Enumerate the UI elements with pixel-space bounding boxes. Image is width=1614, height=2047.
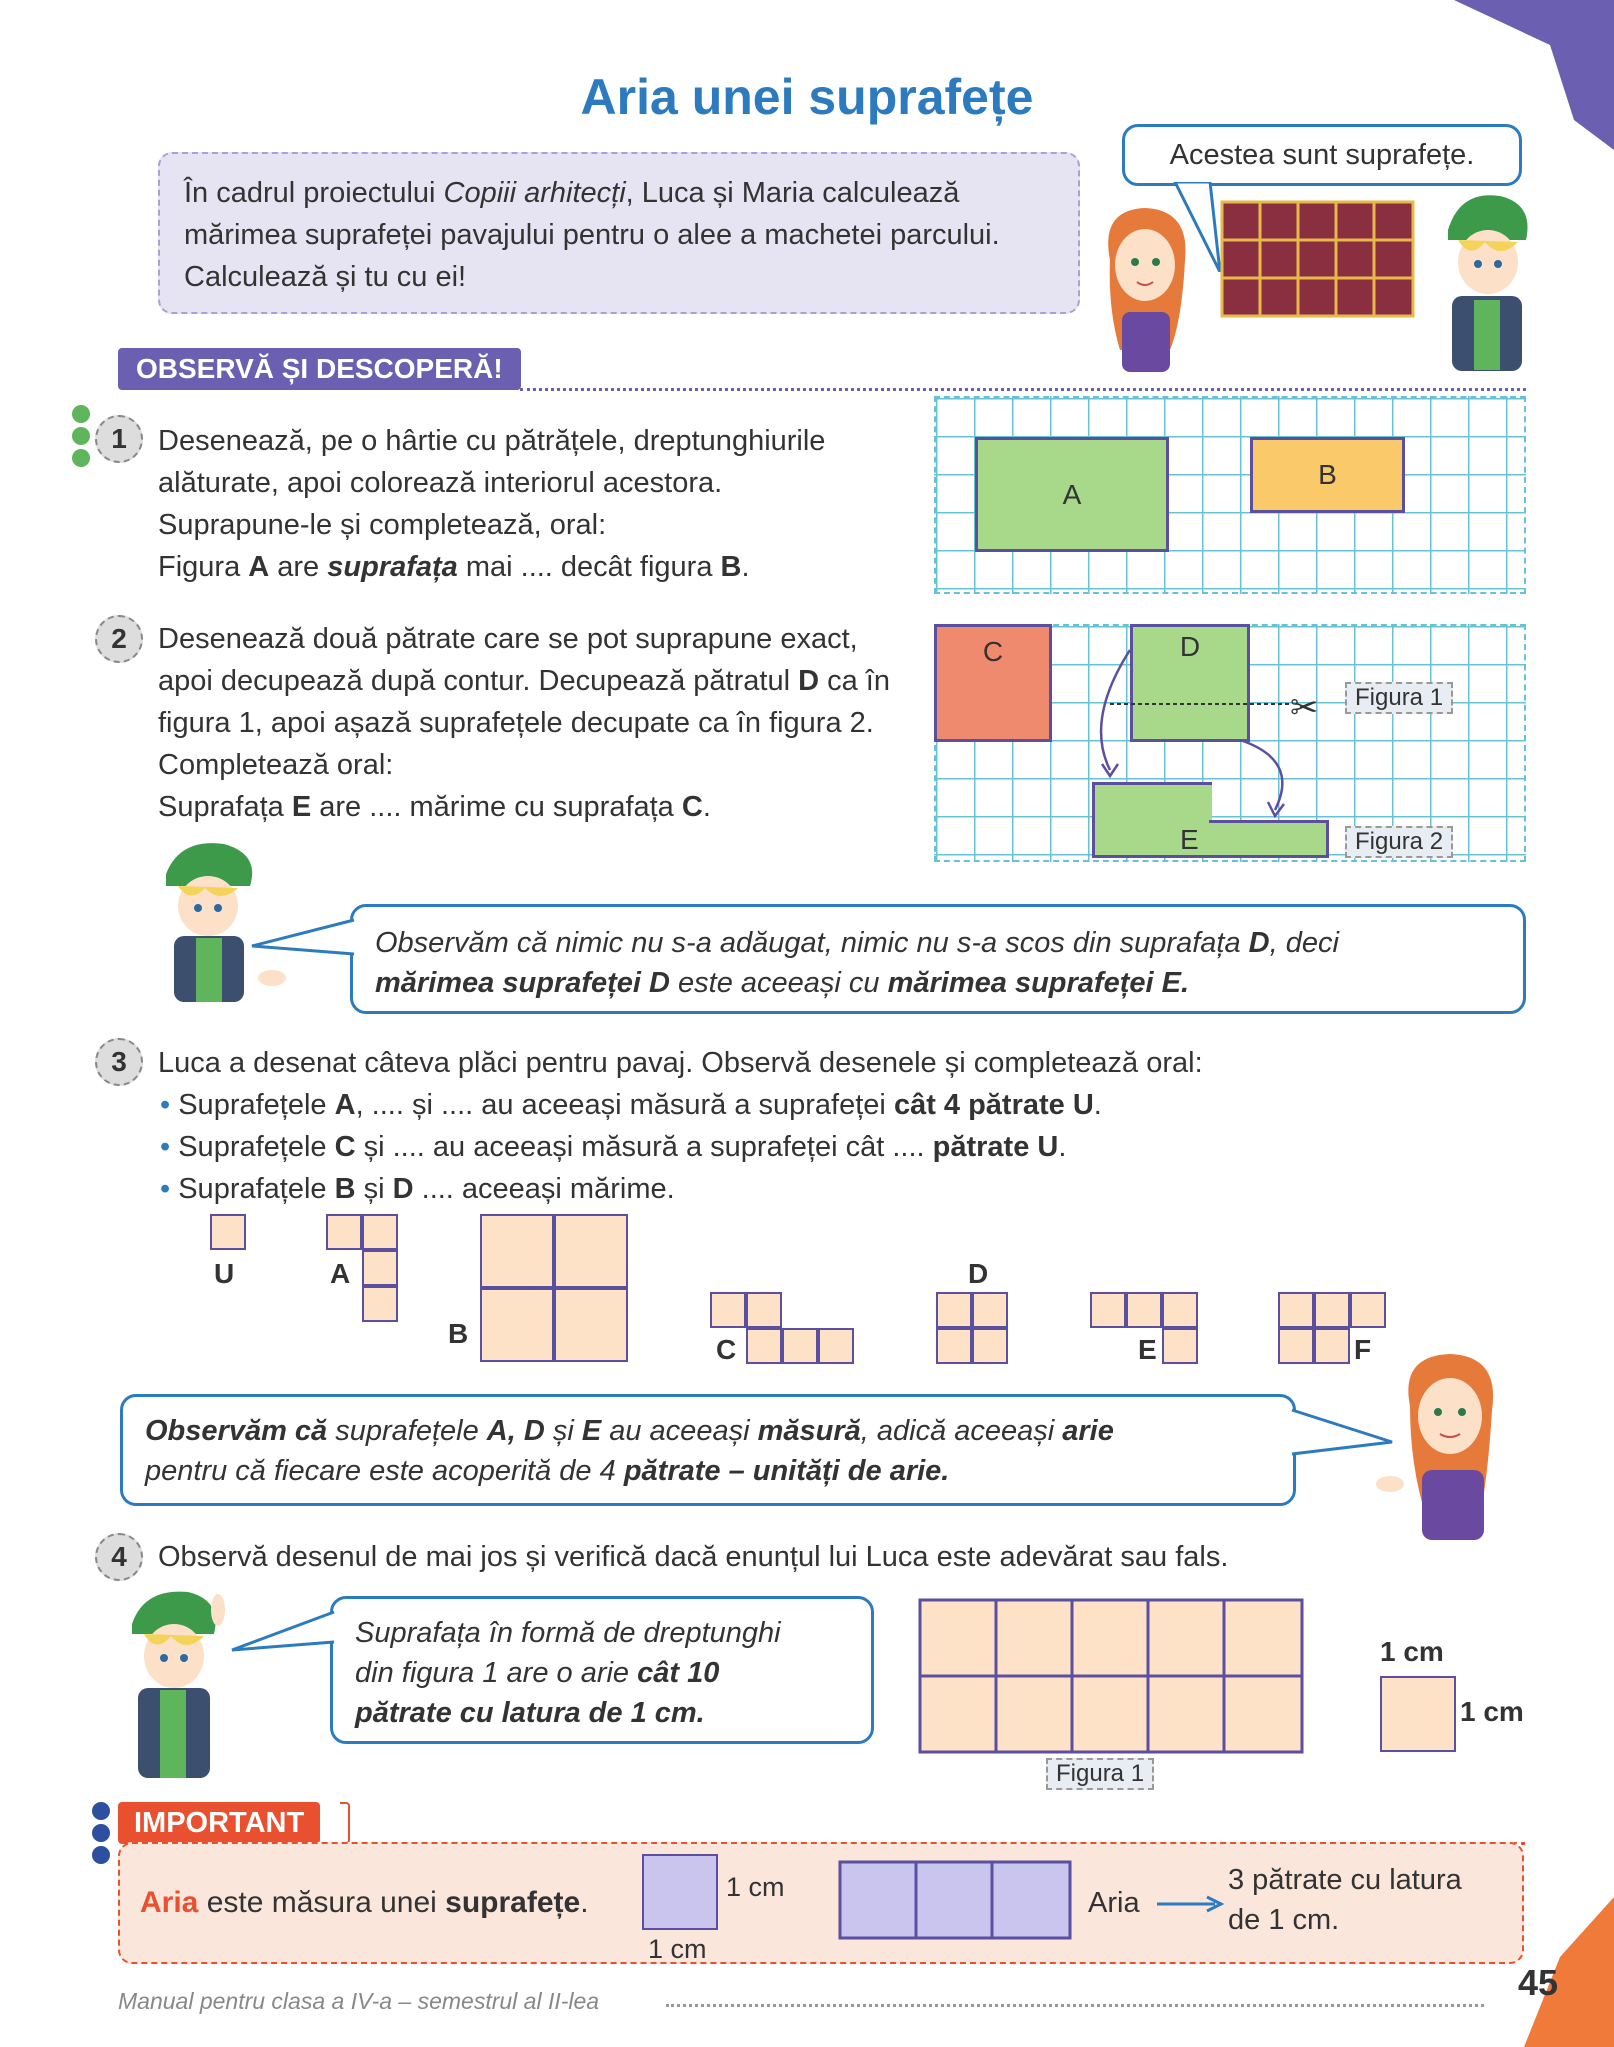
aria-label: Aria: [1088, 1887, 1140, 1919]
ex1-line3: Suprapune-le și completează, oral:: [158, 509, 607, 541]
ex2-line3: figura 1, apoi așază suprafețele decupate ca în figura 2.: [158, 707, 874, 739]
tile-u: [210, 1214, 246, 1250]
tile-c-3: [746, 1328, 782, 1364]
blue-dots-icon: [92, 1802, 110, 1868]
label-a: A: [330, 1258, 351, 1289]
unit-square: [1380, 1676, 1456, 1752]
ex1-line1: Desenează, pe o hârtie cu pătrățele, dreptunghiurile: [158, 425, 826, 457]
section-tab-edge: [512, 348, 520, 390]
speech-3-tail: [230, 1606, 340, 1666]
tile-d-1: [936, 1292, 972, 1328]
tile-a-3: [362, 1250, 398, 1286]
tile-a-1: [326, 1214, 362, 1250]
area-result-line2: de 1 cm.: [1228, 1904, 1340, 1936]
speech-1-tail: [250, 914, 360, 964]
ex3-bullet-2: • Suprafețele C și .... au aceeași măsură a suprafeței cât .... pătrate U.: [160, 1131, 1067, 1163]
label-c: C: [716, 1334, 737, 1365]
tile-e-1: [1090, 1292, 1126, 1328]
scissors-icon: ✂: [1290, 689, 1319, 727]
surface-grid-illustration: [1220, 200, 1415, 318]
tile-f-2: [1314, 1292, 1350, 1328]
arrow-right-icon: [1155, 1894, 1225, 1914]
unit-area-side-label: 1 cm: [726, 1872, 785, 1902]
figure-e-label: E: [1180, 824, 1199, 855]
tile-e-4: [1162, 1328, 1198, 1364]
tile-c-5: [818, 1328, 854, 1364]
ex2-line2: apoi decupează după contur. Decupează pătratul D ca în: [158, 665, 890, 697]
figure-a: A: [975, 437, 1169, 552]
figure-e-right: [1209, 820, 1329, 858]
top-speech-bubble: Acestea sunt suprafețe.: [1122, 124, 1522, 186]
tile-a-4: [362, 1286, 398, 1322]
label-u: U: [214, 1258, 235, 1289]
tile-b-4: [554, 1288, 628, 1362]
exercise-1-number: 1: [95, 415, 143, 463]
important-tab-edge: [340, 1802, 350, 1844]
important-label: IMPORTANT: [118, 1802, 320, 1844]
label-d: D: [968, 1258, 989, 1289]
unit-area-square: [642, 1854, 718, 1930]
figure-c: C: [934, 624, 1052, 742]
three-squares-figure: [838, 1860, 1072, 1940]
ex1-line2: alăturate, apoi colorează interiorul acestora.: [158, 467, 723, 499]
intro-project-name: Copiii arhitecți: [443, 177, 626, 209]
speech-3-line3: pătrate cu latura de 1 cm.: [355, 1697, 705, 1729]
figure-1-caption: Figura 1: [1046, 1758, 1154, 1790]
label-b: B: [448, 1318, 469, 1349]
page-number: 45: [1518, 1962, 1559, 2003]
girl-character-icon: [1090, 200, 1200, 375]
tile-c-4: [782, 1328, 818, 1364]
tile-f-4: [1278, 1328, 1314, 1364]
exercise-3-bullets: [160, 1084, 1460, 1210]
section-label: OBSERVĂ ȘI DESCOPERĂ!: [118, 348, 521, 390]
girl-character-icon: [1370, 1346, 1530, 1546]
figure-1-rectangle: [918, 1598, 1304, 1754]
section-divider: [520, 388, 1526, 391]
speech-1-line2: mărimea suprafeței D este aceeași cu mărimea suprafeței E.: [375, 967, 1190, 999]
speech-3-line1: Suprafața în formă de dreptunghi: [355, 1617, 781, 1649]
footer-text: Manual pentru clasa a IV-a – semestrul al II-lea: [118, 1988, 600, 2014]
tile-b-3: [480, 1288, 554, 1362]
ex2-line4: Completează oral:: [158, 749, 394, 781]
exercise-1-text: [158, 420, 918, 588]
tile-f-5: [1314, 1328, 1350, 1364]
tile-f-1: [1278, 1292, 1314, 1328]
figure-d: D: [1130, 624, 1250, 742]
unit-side-label: 1 cm: [1460, 1696, 1524, 1727]
tile-d-4: [972, 1328, 1008, 1364]
area-result-line1: 3 pătrate cu latura: [1228, 1864, 1462, 1896]
speech-3-line2: din figura 1 are o arie cât 10: [355, 1657, 720, 1689]
intro-text-end: , Luca și Maria calculează mărimea suprafeței pavajului pentru o alee a machetei parcului. Calculează și tu cu ei!: [184, 177, 1000, 293]
exercise-3-number: 3: [95, 1038, 143, 1086]
tile-c-2: [746, 1292, 782, 1328]
tile-c-1: [710, 1292, 746, 1328]
exercise-4-number: 4: [95, 1533, 143, 1581]
tile-f-3: [1350, 1292, 1386, 1328]
figure-2-label: Figura 2: [1345, 826, 1453, 858]
speech-bubble-observation-2: [120, 1394, 1296, 1506]
green-dots-icon: [72, 405, 90, 471]
tile-d-3: [936, 1328, 972, 1364]
tile-d-2: [972, 1292, 1008, 1328]
figure-b: B: [1250, 437, 1405, 513]
label-f: F: [1354, 1334, 1372, 1365]
ex2-line5: Suprafața E are .... mărime cu suprafața C.: [158, 791, 711, 823]
speech-bubble-observation-1: [350, 904, 1526, 1014]
boy-character-icon: [1430, 190, 1540, 375]
intro-box: [158, 152, 1080, 314]
tile-e-3: [1162, 1292, 1198, 1328]
tile-a-2: [362, 1214, 398, 1250]
footer-divider: [666, 2004, 1484, 2007]
unit-area-bottom-label: 1 cm: [648, 1934, 707, 1964]
label-e: E: [1138, 1334, 1157, 1365]
area-definition: Aria este măsura unei suprafețe.: [140, 1886, 589, 1919]
boy-character-icon: [118, 1584, 238, 1784]
speech-2-line2: pentru că fiecare este acoperită de 4 pătrate – unități de arie.: [145, 1455, 950, 1487]
page-title: Aria unei suprafețe: [580, 69, 1034, 125]
speech-1-line1: Observăm că nimic nu s-a adăugat, nimic nu s-a scos din suprafața D, deci: [375, 927, 1339, 959]
tile-b-1: [480, 1214, 554, 1288]
exercise-3-intro: Luca a desenat câteva plăci pentru pavaj. Observă desenele și completează oral:: [158, 1047, 1203, 1079]
ex1-line4: Figura A are suprafața mai .... decât figura B.: [158, 551, 750, 583]
tile-e-2: [1126, 1292, 1162, 1328]
ex2-line1: Desenează două pătrate care se pot suprapune exact,: [158, 623, 858, 655]
speech-bubble-luca: [330, 1596, 874, 1744]
ex3-bullet-1: • Suprafețele A, .... și .... au aceeași măsură a suprafeței cât 4 pătrate U.: [160, 1089, 1102, 1121]
ex3-bullet-3: • Suprafațele B și D .... aceeași mărime.: [160, 1173, 675, 1205]
unit-top-label: 1 cm: [1380, 1636, 1444, 1667]
speech-2-line1: Observăm că suprafețele A, D și E au aceeași măsură, adică aceeași arie: [145, 1415, 1114, 1447]
exercise-2-number: 2: [95, 615, 143, 663]
tile-b-2: [554, 1214, 628, 1288]
area-result: [1228, 1860, 1462, 1940]
exercise-2-text: [158, 618, 918, 828]
exercise-4-text: Observă desenul de mai jos și verifică dacă enunțul lui Luca este adevărat sau fals.: [158, 1541, 1229, 1573]
figure-1-label: Figura 1: [1345, 682, 1453, 714]
intro-text-start: În cadrul proiectului: [184, 177, 444, 209]
